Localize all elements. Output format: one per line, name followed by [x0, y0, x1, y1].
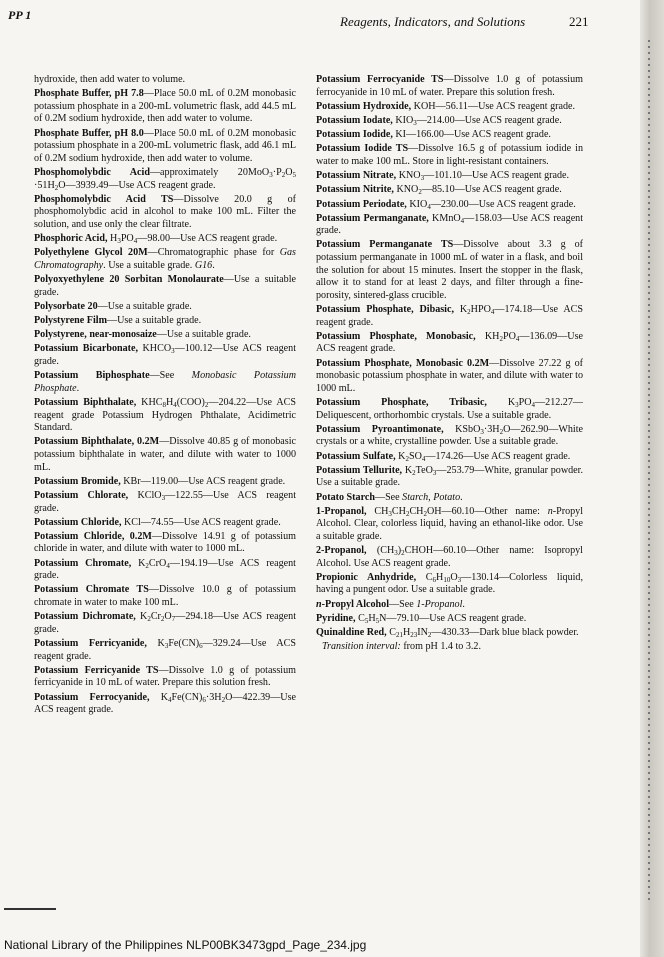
- reagent-term: Potassium Periodate,: [316, 198, 407, 210]
- reagent-entry: [34, 558, 296, 583]
- reagent-definition: $KNO_3—101.10—Use$ ACS reagent grade.: [396, 170, 570, 183]
- reagent-entry: [34, 329, 296, 342]
- reagent-term: Phosphomolybdic Acid TS: [34, 193, 174, 205]
- reagent-entry: [316, 599, 583, 612]
- reagent-entry: [316, 331, 583, 356]
- reagent-term: Phosphomolybdic Acid: [34, 166, 150, 178]
- reagent-term: Potassium Phosphate, Tribasic,: [316, 396, 487, 408]
- reagent-entry: [34, 274, 296, 299]
- reagent-definition: $K_3Fe(CN)_6—329.24—Use$ ACS reagent grade.: [34, 638, 296, 662]
- reagent-term: Phosphoric Acid,: [34, 233, 108, 245]
- reagent-entry: [34, 370, 296, 395]
- reagent-definition: $KNO_2—85.10—Use$ ACS reagent grade.: [393, 184, 562, 197]
- reagent-entry: [34, 88, 296, 126]
- reagent-term: Potassium Iodate,: [316, 114, 393, 126]
- reagent-definition: —Dissolve 10.0 g of potassium chromate in water to make 100 mL.: [34, 584, 297, 609]
- reagent-term: Pyridine,: [316, 612, 356, 624]
- reagent-entry: [34, 397, 296, 435]
- reagent-definition: $K_3PO_4—212.27—Deliquescent$, orthorhombic crystals. Use a suitable grade.: [316, 396, 583, 421]
- reagent-definition: KClO$_3$—122.55—Use ACS reagent grade.: [34, 489, 296, 514]
- reagent-definition: —Use a suitable grade.: [156, 329, 251, 341]
- reagent-entry: [34, 194, 296, 232]
- reagent-entry: [316, 213, 583, 238]
- reagent-entry: [316, 627, 583, 640]
- reagent-definition: KCl—74.55—Use ACS reagent grade.: [121, 516, 281, 528]
- reagent-definition: —Dissolve 27.22 g of monobasic potassium phosphate in water, and dilute with water to 1000 mL.: [316, 357, 583, 394]
- reagent-term: Potassium Tellurite,: [316, 464, 403, 476]
- reagent-definition: $C_{21}H_{23}IN_2—430.33—Dark$ blue black powder.: [386, 627, 579, 639]
- reagent-definition: —Chromatographic phase for Gas Chromatography. Use a suitable grade. G16.: [34, 247, 296, 271]
- reagent-term: Quinaldine Red,: [316, 627, 387, 638]
- reagent-definition: $K_2SO_4—174.26—Use$ ACS reagent grade.: [395, 450, 571, 463]
- reagent-term: Potassium Sulfate,: [316, 450, 396, 462]
- reagent-term: Phosphate Buffer, pH 7.8: [34, 88, 144, 100]
- reagent-entry: [316, 101, 583, 114]
- reagent-definition: —Place 50.0 mL of 0.2M monobasic potassium phosphate in a 200-mL volumetric flask, add 46.1 mL of 0.2M sodium hydroxide, then add water to volume.: [34, 127, 297, 164]
- reagent-entry: [316, 115, 583, 128]
- reagent-term: Potassium Biphthalate, 0.2M: [34, 436, 160, 448]
- reagent-entry: [316, 170, 583, 183]
- scan-footer-rule: [4, 908, 56, 910]
- reagent-term: Potato Starch: [316, 491, 375, 503]
- reagent-entry: [316, 451, 583, 464]
- reagent-definition: —Dissolve 14.91 g of potassium chloride in water, and dilute with water to 1000 mL.: [34, 530, 296, 555]
- reagent-entry: [34, 74, 296, 87]
- reagent-term: Potassium Dichromate,: [34, 611, 136, 623]
- reagent-term: n-Propyl Alcohol: [316, 598, 390, 610]
- reagent-entry: [34, 247, 296, 272]
- reagent-definition: —Place 50.0 mL of 0.2M monobasic potassium phosphate in a 200-mL volumetric flask, add 44.5 mL of 0.2M sodium hydroxide, then add water to volume.: [34, 88, 297, 125]
- reagent-term: 1-Propanol,: [316, 505, 367, 517]
- header-left-mark: PP 1: [8, 8, 32, 22]
- reagent-entry: [316, 545, 583, 570]
- reagent-term: Propionic Anhydride,: [316, 571, 417, 583]
- scan-caption: National Library of the Philippines NLP00BK3473gpd_Page_234.jpg: [4, 938, 367, 952]
- reagent-term: Potassium Ferricyanide TS: [34, 664, 159, 676]
- reagent-entry: [316, 506, 583, 544]
- reagent-definition: KBr—119.00—Use ACS reagent grade.: [120, 475, 286, 487]
- reagent-entry: [316, 304, 583, 329]
- reagent-entry: [316, 424, 583, 449]
- reagent-term: Potassium Ferrocyanide TS: [316, 74, 444, 85]
- reagent-term: Potassium Phosphate, Monobasic 0.2M: [316, 357, 490, 369]
- book-binding-edge: [640, 0, 664, 957]
- reagent-entry: [34, 233, 296, 246]
- reagent-definition: —See Monobasic Potassium Phosphate.: [34, 370, 296, 394]
- reagent-definition: —See 1-Propanol.: [389, 598, 465, 610]
- reagent-entry: [34, 301, 296, 314]
- reagent-term: Potassium Ferrocyanide,: [34, 691, 150, 703]
- reagent-entry: [316, 239, 583, 302]
- right-column: [316, 74, 583, 655]
- reagent-term: Potassium Pyroantimonate,: [316, 423, 444, 435]
- reagent-definition: $KHC_8H_4(COO)_2—204.22—Use$ ACS reagent grade Potassium Hydrogen Phthalate, Acidimetric Standard.: [34, 396, 296, 434]
- reagent-definition: KI—166.00—Use ACS reagent grade.: [392, 129, 551, 141]
- reagent-definition: —Dissolve 40.85 g of monobasic potassium biphthalate in water, and dilute with water to 1000 mL.: [34, 436, 297, 473]
- reagent-definition: —Use a suitable grade.: [97, 300, 192, 312]
- reagent-term: Potassium Biphosphate: [34, 370, 150, 382]
- reagent-term: Polystyrene, near-monosaize: [34, 329, 157, 341]
- reagent-entry: [34, 665, 296, 690]
- reagent-term: Potassium Chloride, 0.2M: [34, 530, 152, 542]
- reagent-term: Polyethylene Glycol 20M: [34, 247, 148, 259]
- reagent-entry: [316, 465, 583, 490]
- reagent-term: Potassium Bromide,: [34, 475, 121, 487]
- reagent-entry: [316, 143, 583, 168]
- reagent-term: Potassium Phosphate, Dibasic,: [316, 304, 454, 316]
- reagent-term: Potassium Nitrite,: [316, 184, 394, 196]
- running-title: Reagents, Indicators, and Solutions: [340, 14, 526, 29]
- reagent-definition: $K_4Fe(CN)_6\cdot 3H_2O—422.39—Use$ ACS reagent grade.: [34, 691, 296, 716]
- reagent-term: Potassium Ferricyanide,: [34, 638, 147, 649]
- reagent-definition: $KHCO_3—100.12—Use$ ACS reagent grade.: [34, 343, 297, 367]
- reagent-entry: [316, 613, 583, 626]
- reagent-term: Potassium Biphthalate,: [34, 396, 137, 408]
- left-column: [34, 74, 296, 718]
- reagent-term: 2-Propanol,: [316, 545, 367, 557]
- reagent-definition: $CH_3CH_2CH_2OH—60.10—Other$ name: n-Propyl Alcohol. Clear, colorless liquid, having an ethanol-like odor. Use a suitable grade.: [316, 505, 584, 542]
- reagent-term: Potassium Permanganate TS: [316, 239, 454, 251]
- reagent-definition: —See Starch, Potato.: [374, 491, 463, 503]
- reagent-definition: —Dissolve 16.5 g of potassium iodide in water to make 100 mL. Store in light-resistant containers.: [316, 143, 583, 167]
- reagent-term: Potassium Permanganate,: [316, 212, 429, 224]
- reagent-term: Potassium Chlorate,: [34, 489, 129, 501]
- page-number: 221: [569, 14, 589, 29]
- reagent-term: Potassium Chromate,: [34, 557, 132, 569]
- reagent-definition: $H_3PO_4—98.00—Use$ ACS reagent grade.: [107, 233, 278, 246]
- reagent-term: Potassium Hydroxide,: [316, 100, 412, 112]
- reagent-definition: —Dissolve 1.0 g of potassium ferricyanide in 10 mL of water. Prepare this solution fresh.: [34, 664, 296, 689]
- reagent-entry: [316, 641, 583, 654]
- reagent-entry: [316, 129, 583, 142]
- reagent-definition: —Use a suitable grade.: [34, 274, 296, 298]
- reagent-entry: [316, 199, 583, 212]
- reagent-entry: [316, 358, 583, 396]
- reagent-entry: [34, 128, 296, 166]
- reagent-term: Polystyrene Film: [34, 315, 107, 327]
- reagent-definition: —approximately $20MoO_3\cdot P_2O_5$ $\cdot 51H_2O—3939.49—Use$ ACS reagent grade.: [34, 166, 296, 192]
- reagent-definition: —Dissolve about 3.3 g of potassium permanganate in 1000 mL of water in a flask, and boil the solution for about 15 minutes. Insert the stopper in the flask, allow it to stand for at least 2 days, and filter through a fine-porosity, sintered-glass crucible.: [316, 239, 583, 301]
- reagent-definition: $KIO_3—214.00—Use$ ACS reagent grade.: [392, 114, 562, 127]
- reagent-definition: $K_2CrO_4—194.19—Use$ ACS reagent grade.: [34, 557, 296, 582]
- reagent-definition: $(CH_3)_2CHOH—60.10—Other$ name: Isopropyl Alcohol. Use ACS reagent grade.: [316, 545, 583, 569]
- reagent-entry: [34, 531, 296, 556]
- reagent-definition: Transition interval: from pH 1.4 to 3.2.: [322, 641, 481, 653]
- reagent-term: Potassium Nitrate,: [316, 170, 397, 182]
- reagent-term: Potassium Iodide TS: [316, 143, 409, 155]
- reagent-term: Potassium Chloride,: [34, 516, 122, 528]
- reagent-term: Polysorbate 20: [34, 300, 98, 312]
- reagent-entry: [316, 492, 583, 505]
- reagent-term: Potassium Iodide,: [316, 129, 393, 141]
- reagent-entry: [34, 584, 296, 609]
- reagent-entry: [34, 476, 296, 489]
- reagent-definition: $C_5H_5N—79.10—Use$ ACS reagent grade.: [355, 612, 527, 625]
- reagent-definition: $C_6H_{10}O_3—130.14—Colorless$ liquid, having a pungent odor. Use a suitable grade.: [316, 571, 583, 596]
- reagent-entry: [34, 490, 296, 515]
- reagent-definition: $KH_2PO_4—136.09—Use$ ACS reagent grade.: [316, 330, 584, 355]
- reagent-term: Potassium Bicarbonate,: [34, 343, 139, 355]
- reagent-term: Polyoxyethylene 20 Sorbitan Monolaurate: [34, 274, 224, 286]
- reagent-definition: —Dissolve 20.0 g of phosphomolybdic acid in alcohol to make 100 mL. Filter the solution, and use only the clear filtrate.: [34, 193, 296, 230]
- reagent-entry: [34, 436, 296, 474]
- reagent-entry: [34, 315, 296, 328]
- reagent-definition: hydroxide, then add water to volume.: [34, 74, 186, 85]
- reagent-entry: [34, 517, 296, 530]
- reagent-entry: [316, 184, 583, 197]
- reagent-entry: [34, 343, 296, 368]
- reagent-entry: [34, 611, 296, 636]
- reagent-entry: [34, 638, 296, 663]
- reagent-definition: $KSbO_3\cdot 3H_2O—262.90—White$ crystals or a white, crystalline powder. Use a suitable grade.: [316, 423, 583, 448]
- reagent-entry: [34, 692, 296, 717]
- reagent-definition: $K_2TeO_3—253.79—White$, granular powder. Use a suitable grade.: [316, 464, 583, 489]
- reagent-definition: $KIO_4—230.00—Use$ ACS reagent grade.: [406, 198, 576, 211]
- reagent-definition: KOH—56.11—Use ACS reagent grade.: [411, 100, 576, 112]
- reagent-entry: [316, 397, 583, 422]
- reagent-term: Phosphate Buffer, pH 8.0: [34, 127, 144, 139]
- reagent-definition: $K_2Cr_2O_7—294.18—Use$ ACS reagent grade.: [34, 611, 296, 635]
- reagent-term: Potassium Chromate TS: [34, 584, 149, 596]
- reagent-definition: —Dissolve 1.0 g of potassium ferrocyanide in 10 mL of water. Prepare this solution fresh.: [316, 74, 583, 98]
- reagent-term: Potassium Phosphate, Monobasic,: [316, 330, 476, 342]
- reagent-definition: $K_2HPO_4—174.18—Use$ ACS reagent grade.: [316, 304, 583, 328]
- reagent-definition: KMnO$_4$—158.03—Use ACS reagent grade.: [316, 212, 584, 237]
- reagent-definition: —Use a suitable grade.: [106, 315, 202, 327]
- reagent-entry: [316, 572, 583, 597]
- reagent-entry: [316, 74, 583, 99]
- reagent-entry: [34, 167, 296, 192]
